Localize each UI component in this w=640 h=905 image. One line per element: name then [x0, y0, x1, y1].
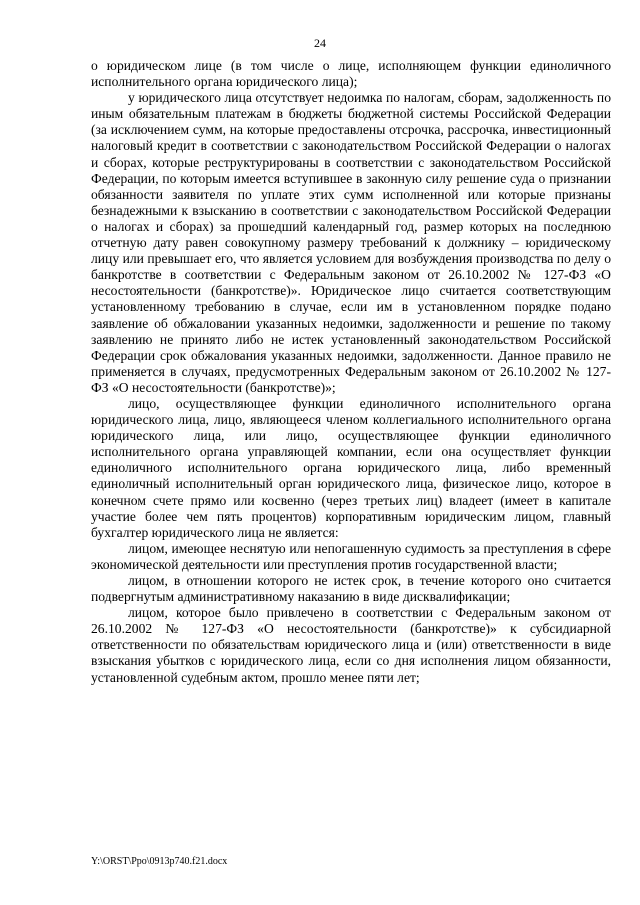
page-number: 24	[314, 36, 326, 50]
paragraph-disqualification: лицом, в отношении которого не истек срок, в течение которого оно считается подвергнутым административному наказанию в виде дисквалификации;	[91, 573, 611, 605]
paragraph-executive-persons: лицо, осуществляющее функции единоличного исполнительного органа юридического лица, лицо, являющееся членом коллегиального исполнительного органа юридического лица, или лицо, осуществляющее функции единоличного исполнительного органа управляющей компании, если она осуществляет функции единоличного исполнительного органа юридического лица, либо временный единоличный исполнительный орган юридического лица, физическое лицо, которое в конечном счете прямо или косвенно (через третьих лиц) владеет (имеет в капитале участие более чем пять процентов) корпоративным юридическим лицом, главный бухгалтер юридического лица не является:	[91, 395, 611, 540]
paragraph-subsidiary-liability: лицом, которое было привлечено в соответствии с Федеральным законом от 26.10.2002 № 127-ФЗ «О несостоятельности (банкротстве)» к субсидиарной ответственности по обязательствам юридического лица и (или) ответственности в виде взыскания убытков с юридического лица, если со дня исполнения лицом обязанности, установленной судебным актом, прошло менее пяти лет;	[91, 605, 611, 685]
paragraph-no-tax-arrears: у юридического лица отсутствует недоимка по налогам, сборам, задолженность по иным обязательным платежам в бюджеты бюджетной системы Российской Федерации (за исключением сумм, на которые предоставлены отсрочка, рассрочка, инвестиционный налоговый кредит в соответствии с законодательством Российской Федерации о налогах и сборах, которые реструктурированы в соответствии с законодательством Российской Федерации, по которым имеется вступившее в законную силу решение суда о признании обязанности заявителя по уплате этих сумм исполненной или которые признаны безнадежными к взысканию в соответствии с законодательством Российской Федерации о налогах и сборах) за прошедший календарный год, размер которых на последнюю отчетную дату равен совокупному размеру требований к должнику – юридическому лицу или превышает его, что является условием для возбуждения производства по делу о банкротстве в соответствии с Федеральным законом от 26.10.2002 № 127-ФЗ «О несостоятельности (банкротстве)». Юридическое лицо считается соответствующим установленному требованию в случае, если им в установленном порядке подано заявление об обжаловании указанных недоимки, задолженности и решение по такому заявлению не принято либо не истек установленный законодательством Российской Федерации срок обжалования указанных недоимки, задолженности. Данное правило не применяется в случаях, предусмотренных Федеральным законом от 26.10.2002 № 127-ФЗ «О несостоятельности (банкротстве)»;	[91, 90, 611, 395]
document-body	[91, 58, 611, 686]
footer-file-path: Y:\ORST\Ppo\0913p740.f21.docx	[91, 856, 228, 867]
paragraph-continuation: о юридическом лице (в том числе о лице, исполняющем функции единоличного исполнительного органа юридического лица);	[91, 58, 611, 90]
paragraph-criminal-record: лицом, имеющее неснятую или непогашенную судимость за преступления в сфере экономической деятельности или преступления против государственной власти;	[91, 540, 611, 572]
